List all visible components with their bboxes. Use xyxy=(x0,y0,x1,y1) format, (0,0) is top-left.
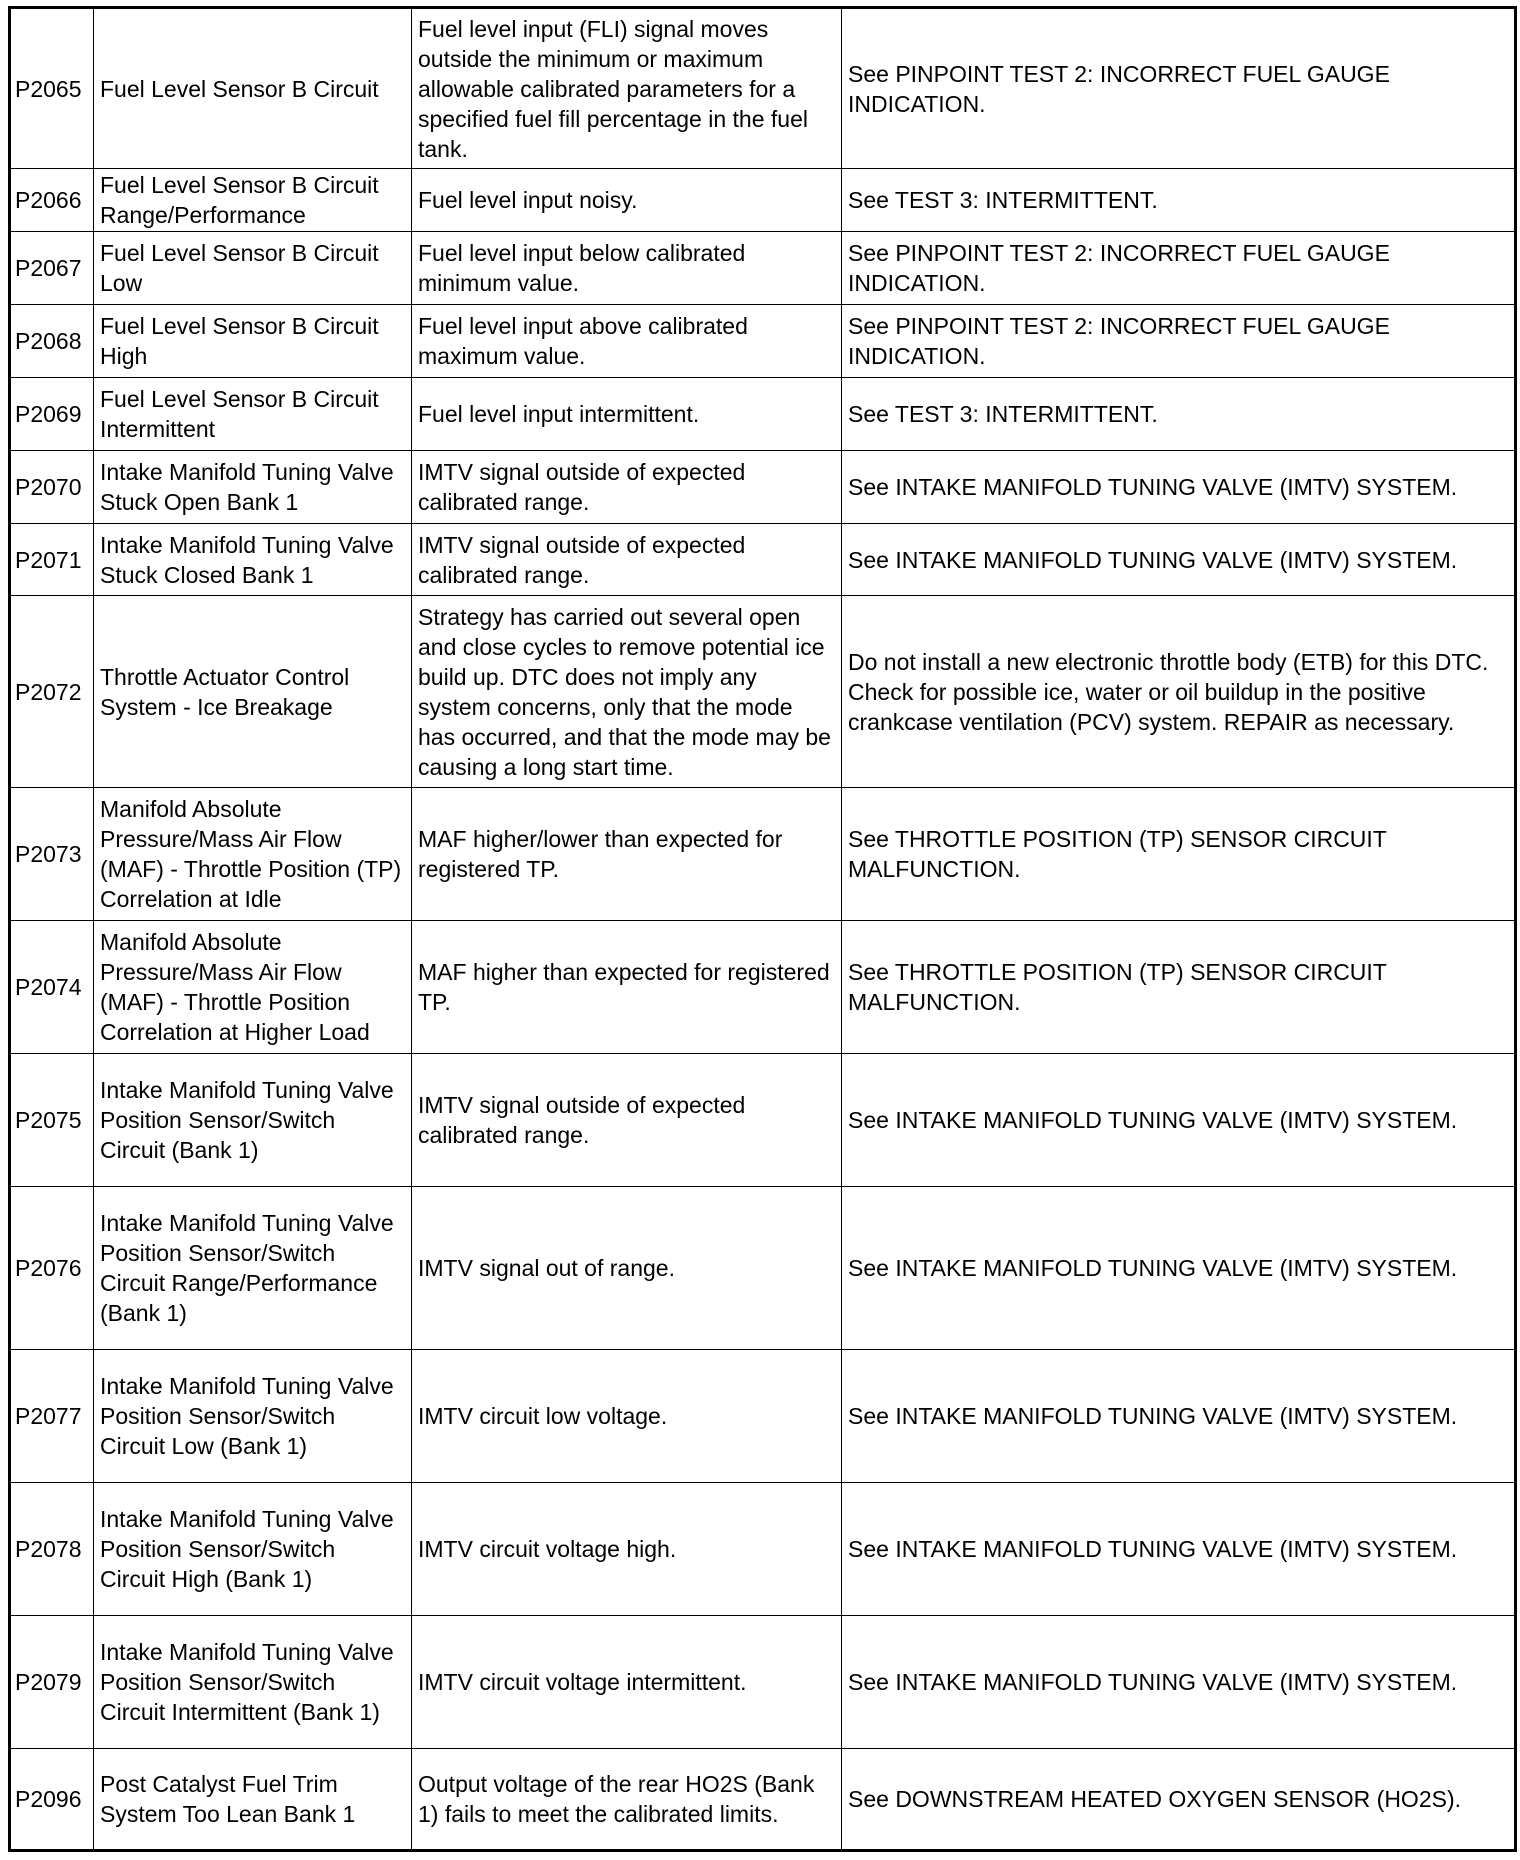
dtc-code: P2077 xyxy=(10,1350,94,1483)
table-row xyxy=(10,1187,1516,1350)
table-row xyxy=(10,1483,1516,1616)
dtc-condition: Fuel level input below calibrated minimum value. xyxy=(412,232,842,305)
dtc-condition: IMTV signal outside of expected calibrated range. xyxy=(412,1054,842,1187)
dtc-condition: IMTV signal out of range. xyxy=(412,1187,842,1350)
dtc-description: Fuel Level Sensor B Circuit Range/Performance xyxy=(94,169,412,232)
table-row xyxy=(10,921,1516,1054)
dtc-description: Fuel Level Sensor B Circuit xyxy=(94,8,412,169)
dtc-code: P2066 xyxy=(10,169,94,232)
dtc-action: See THROTTLE POSITION (TP) SENSOR CIRCUIT MALFUNCTION. xyxy=(842,921,1516,1054)
dtc-condition: IMTV circuit voltage intermittent. xyxy=(412,1616,842,1749)
dtc-description: Fuel Level Sensor B Circuit Low xyxy=(94,232,412,305)
dtc-description: Intake Manifold Tuning Valve Position Sensor/Switch Circuit High (Bank 1) xyxy=(94,1483,412,1616)
dtc-condition: Fuel level input noisy. xyxy=(412,169,842,232)
dtc-condition: IMTV circuit voltage high. xyxy=(412,1483,842,1616)
dtc-code: P2067 xyxy=(10,232,94,305)
table-row xyxy=(10,169,1516,232)
table-row xyxy=(10,232,1516,305)
dtc-description: Manifold Absolute Pressure/Mass Air Flow (MAF) - Throttle Position (TP) Correlation at Idle xyxy=(94,788,412,921)
dtc-description: Intake Manifold Tuning Valve Position Sensor/Switch Circuit Range/Performance (Bank 1) xyxy=(94,1187,412,1350)
dtc-code: P2065 xyxy=(10,8,94,169)
table-row xyxy=(10,1616,1516,1749)
dtc-action: See TEST 3: INTERMITTENT. xyxy=(842,169,1516,232)
table-row xyxy=(10,788,1516,921)
table-row xyxy=(10,596,1516,788)
dtc-action: See INTAKE MANIFOLD TUNING VALVE (IMTV) SYSTEM. xyxy=(842,524,1516,596)
dtc-table-body xyxy=(10,8,1516,1851)
dtc-action: Do not install a new electronic throttle body (ETB) for this DTC. Check for possible ice, water or oil buildup in the positive crankcase ventilation (PCV) system. REPAIR as necessary. xyxy=(842,596,1516,788)
dtc-code: P2068 xyxy=(10,305,94,378)
dtc-code: P2078 xyxy=(10,1483,94,1616)
dtc-condition: IMTV signal outside of expected calibrated range. xyxy=(412,451,842,524)
dtc-code: P2070 xyxy=(10,451,94,524)
dtc-code: P2076 xyxy=(10,1187,94,1350)
dtc-condition: Output voltage of the rear HO2S (Bank 1) fails to meet the calibrated limits. xyxy=(412,1749,842,1851)
dtc-condition: Strategy has carried out several open and close cycles to remove potential ice build up. DTC does not imply any system concerns, only that the mode has occurred, and that the mode may be causing a long start time. xyxy=(412,596,842,788)
dtc-action: See PINPOINT TEST 2: INCORRECT FUEL GAUGE INDICATION. xyxy=(842,8,1516,169)
dtc-description: Intake Manifold Tuning Valve Stuck Open Bank 1 xyxy=(94,451,412,524)
table-row xyxy=(10,8,1516,169)
dtc-description: Intake Manifold Tuning Valve Position Sensor/Switch Circuit (Bank 1) xyxy=(94,1054,412,1187)
dtc-table xyxy=(8,6,1517,1852)
dtc-condition: Fuel level input above calibrated maximum value. xyxy=(412,305,842,378)
table-row xyxy=(10,451,1516,524)
dtc-code: P2071 xyxy=(10,524,94,596)
dtc-description: Manifold Absolute Pressure/Mass Air Flow (MAF) - Throttle Position Correlation at Higher Load xyxy=(94,921,412,1054)
dtc-code: P2069 xyxy=(10,378,94,451)
table-row xyxy=(10,378,1516,451)
dtc-action: See PINPOINT TEST 2: INCORRECT FUEL GAUGE INDICATION. xyxy=(842,305,1516,378)
dtc-action: See THROTTLE POSITION (TP) SENSOR CIRCUIT MALFUNCTION. xyxy=(842,788,1516,921)
dtc-condition: IMTV signal outside of expected calibrated range. xyxy=(412,524,842,596)
dtc-action: See INTAKE MANIFOLD TUNING VALVE (IMTV) SYSTEM. xyxy=(842,1483,1516,1616)
table-row xyxy=(10,305,1516,378)
dtc-description: Post Catalyst Fuel Trim System Too Lean Bank 1 xyxy=(94,1749,412,1851)
dtc-condition: IMTV circuit low voltage. xyxy=(412,1350,842,1483)
dtc-description: Intake Manifold Tuning Valve Stuck Closed Bank 1 xyxy=(94,524,412,596)
dtc-action: See DOWNSTREAM HEATED OXYGEN SENSOR (HO2S). xyxy=(842,1749,1516,1851)
dtc-action: See INTAKE MANIFOLD TUNING VALVE (IMTV) SYSTEM. xyxy=(842,451,1516,524)
dtc-action: See INTAKE MANIFOLD TUNING VALVE (IMTV) SYSTEM. xyxy=(842,1350,1516,1483)
table-row xyxy=(10,1350,1516,1483)
dtc-description: Intake Manifold Tuning Valve Position Sensor/Switch Circuit Low (Bank 1) xyxy=(94,1350,412,1483)
dtc-action: See INTAKE MANIFOLD TUNING VALVE (IMTV) SYSTEM. xyxy=(842,1616,1516,1749)
dtc-code: P2096 xyxy=(10,1749,94,1851)
dtc-code: P2072 xyxy=(10,596,94,788)
dtc-condition: MAF higher/lower than expected for registered TP. xyxy=(412,788,842,921)
dtc-code: P2075 xyxy=(10,1054,94,1187)
table-row xyxy=(10,1749,1516,1851)
dtc-action: See INTAKE MANIFOLD TUNING VALVE (IMTV) SYSTEM. xyxy=(842,1187,1516,1350)
dtc-description: Fuel Level Sensor B Circuit Intermittent xyxy=(94,378,412,451)
dtc-condition: Fuel level input (FLI) signal moves outside the minimum or maximum allowable calibrated parameters for a specified fuel fill percentage in the fuel tank. xyxy=(412,8,842,169)
dtc-code: P2073 xyxy=(10,788,94,921)
dtc-action: See INTAKE MANIFOLD TUNING VALVE (IMTV) SYSTEM. xyxy=(842,1054,1516,1187)
table-row xyxy=(10,1054,1516,1187)
dtc-description: Throttle Actuator Control System - Ice Breakage xyxy=(94,596,412,788)
dtc-description: Fuel Level Sensor B Circuit High xyxy=(94,305,412,378)
dtc-condition: MAF higher than expected for registered TP. xyxy=(412,921,842,1054)
dtc-condition: Fuel level input intermittent. xyxy=(412,378,842,451)
dtc-action: See PINPOINT TEST 2: INCORRECT FUEL GAUGE INDICATION. xyxy=(842,232,1516,305)
table-row xyxy=(10,524,1516,596)
dtc-code: P2079 xyxy=(10,1616,94,1749)
dtc-action: See TEST 3: INTERMITTENT. xyxy=(842,378,1516,451)
dtc-code: P2074 xyxy=(10,921,94,1054)
dtc-description: Intake Manifold Tuning Valve Position Sensor/Switch Circuit Intermittent (Bank 1) xyxy=(94,1616,412,1749)
